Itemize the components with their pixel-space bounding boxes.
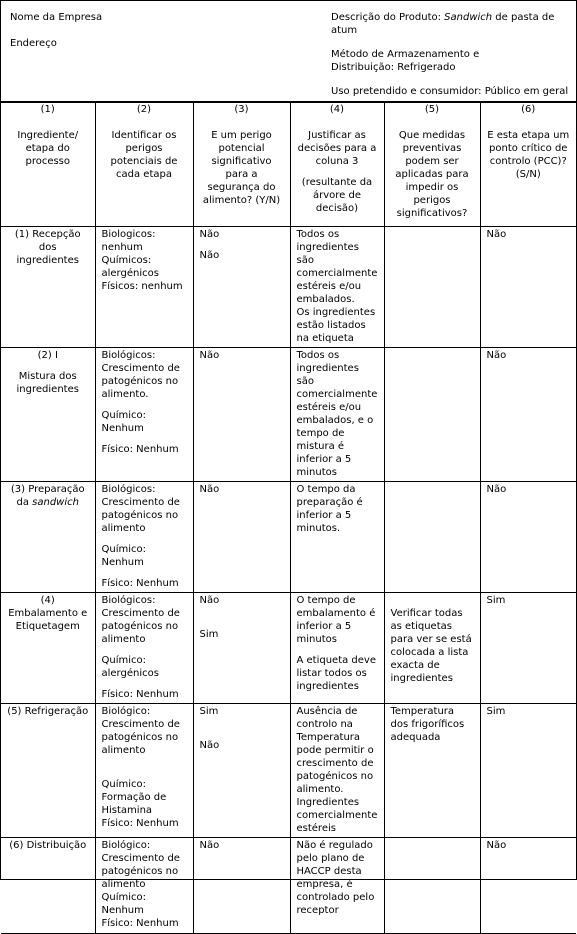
address-label: Endereço — [10, 38, 57, 49]
hazards-cell: Biológicos: Crescimento de patogénicos no alimento Químico: alergénicos Físico: Nenhum — [95, 593, 193, 704]
justification-cell: Ausência de controlo na Temperatura pode permitir o crescimento de patogénicos no alimento. Ingredientes comercialmente estéreis — [290, 704, 384, 838]
table-row — [1, 348, 576, 482]
measures-cell: Verificar todas as etiquetas para ver se está colocada a lista exacta de ingredientes — [384, 593, 480, 704]
justification-cell: Todos os ingredientes são comercialmente estéreis e/ou embalados, e o tempo de mistura é inferior a 5 minutos — [290, 348, 384, 482]
significant-cell: Não Não — [193, 227, 290, 348]
justification-cell: Não é regulado pelo plano de HACCP desta empresa, é controlado pelo receptor — [290, 838, 384, 934]
measures-cell — [384, 838, 480, 934]
significant-cell: Não Sim — [193, 593, 290, 704]
measures-cell — [384, 227, 480, 348]
table-row — [1, 593, 576, 704]
measures-cell — [384, 482, 480, 593]
justification-cell: O tempo de embalamento é inferior a 5 minutos A etiqueta deve listar todos os ingredientes — [290, 593, 384, 704]
column-header-2: (2) Identificar os perigos potenciais de cada etapa — [95, 103, 193, 227]
significant-cell: Sim Não — [193, 704, 290, 838]
ccp-cell: Não — [480, 482, 576, 593]
ccp-cell: Não — [480, 348, 576, 482]
column-header-6: (6) E esta etapa um ponto crítico de controlo (PCC)? (S/N) — [480, 103, 576, 227]
intended-use: Uso pretendido e consumidor: Público em geral — [331, 86, 569, 97]
table-row — [1, 227, 576, 348]
product-name-italic: Sandwich — [444, 12, 493, 23]
product-description — [331, 11, 567, 37]
hazards-cell: Biológicos: Crescimento de patogénicos no alimento. Químico: Nenhum Físico: Nenhum — [95, 348, 193, 482]
significant-cell: Não — [193, 348, 290, 482]
hazards-cell: Biológico: Crescimento de patogénicos no alimento Químico: Formação de Histamina Físico: Nenhum — [95, 704, 193, 838]
significant-cell: Não — [193, 482, 290, 593]
document-header — [1, 1, 576, 102]
table-row — [1, 838, 576, 934]
hazard-analysis-table — [1, 102, 576, 934]
process-step: (3) Preparação da sandwich — [1, 482, 95, 593]
justification-cell: Todos os ingredientes são comercialmente estéreis e/ou embalados. Os ingredientes estão listados na etiqueta — [290, 227, 384, 348]
process-step: (6) Distribuição — [1, 838, 95, 934]
product-label: Descrição do Produto: — [331, 12, 445, 23]
measures-cell: Temperatura dos frigoríficos adequada — [384, 704, 480, 838]
process-step: (1) Recepção dos ingredientes — [1, 227, 95, 348]
process-step: (4) Embalamento e Etiquetagem — [1, 593, 95, 704]
ccp-cell: Não — [480, 838, 576, 934]
ccp-cell: Não — [480, 227, 576, 348]
ccp-cell: Sim — [480, 593, 576, 704]
product-name-rest: de pasta de atum — [331, 12, 555, 36]
column-header-5: (5) Que medidas preventivas podem ser aplicadas para impedir os perigos significativos? — [384, 103, 480, 227]
ccp-cell: Sim — [480, 704, 576, 838]
storage-method: Método de Armazenamento e Distribuição: Refrigerado — [331, 49, 480, 73]
column-header-4: (4) Justificar as decisões para a coluna 3 (resultante da árvore de decisão) — [290, 103, 384, 227]
process-step: (5) Refrigeração — [1, 704, 95, 838]
measures-cell — [384, 348, 480, 482]
table-row — [1, 704, 576, 838]
hazards-cell: Biologicos: nenhum Químicos: alergénicos Físicos: nenhum — [95, 227, 193, 348]
column-header-1: (1) Ingrediente/ etapa do processo — [1, 103, 95, 227]
hazards-cell: Biológico: Crescimento de patogénicos no alimento Químico: Nenhum Físico: Nenhum — [95, 838, 193, 934]
table-header-row — [1, 103, 576, 227]
process-step: (2) I Mistura dos ingredientes — [1, 348, 95, 482]
justification-cell: O tempo da preparação é inferior a 5 minutos. — [290, 482, 384, 593]
column-header-3: (3) E um perigo potencial significativo para a segurança do alimento? (Y/N) — [193, 103, 290, 227]
significant-cell: Não — [193, 838, 290, 934]
table-row — [1, 482, 576, 593]
hazards-cell: Biológicos: Crescimento de patogénicos no alimento Químico: Nenhum Físico: Nenhum — [95, 482, 193, 593]
company-name-label: Nome da Empresa — [10, 12, 103, 23]
